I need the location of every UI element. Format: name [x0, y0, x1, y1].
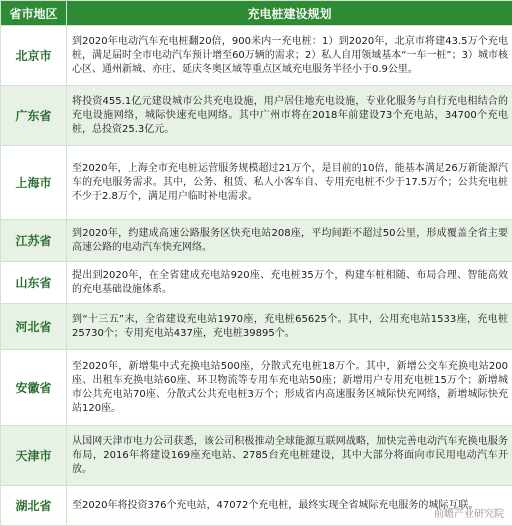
region-cell: 山东省	[1, 262, 67, 304]
header-plan: 充电桩建设规划	[67, 1, 512, 26]
plan-cell: 至2020年，新增集中式充换电站500座，分散式充电桩18万个。其中，新增公交车充换电站200座、出租车充换电站60座、环卫物流等专用车充电站50座；新增用户专用充电桩15万个；新增城市公共充电站70座、分散式公共充电桩3万个；形成省内高速服务区城际快充网络，新增城际快充站120座。	[67, 350, 512, 426]
table-row	[1, 86, 512, 146]
region-cell: 上海市	[1, 146, 67, 220]
plan-cell: 到2020年，约建成高速公路服务区快充电站208座，平均间距不超过50公里，形成覆盖全省主要高速公路的电动汽车快充网络。	[67, 220, 512, 262]
plan-cell: 到“十三五”末，全省建设充电站1970座，充电桩65625个。其中，公用充电站1533座，充电桩25730个；专用充电站437座，充电桩39895个。	[67, 304, 512, 350]
region-cell: 北京市	[1, 26, 67, 86]
region-cell: 湖北省	[1, 486, 67, 526]
region-cell: 安徽省	[1, 350, 67, 426]
plan-cell: 到2020年电动汽车充电桩翻20倍，900米内一充电桩：1）到2020年，北京市将建43.5万个充电桩，满足届时全市电动汽车预计增至60万辆的需求；2）私人自用领域基本“一车一桩”；3）城市核心区、通州新城、亦庄、延庆冬奥区域等重点区域充电服务半径小于0.9公里。	[67, 26, 512, 86]
table-row	[1, 426, 512, 486]
header-row	[1, 1, 512, 26]
table-row	[1, 350, 512, 426]
table-row	[1, 304, 512, 350]
plan-cell: 至2020年，上海全市充电桩运营服务规模超过21万个，是目前的10倍，能基本满足26万新能源汽车的充电服务需求。其中，公务、租赁、私人小客车自、专用充电桩不少于17.5万个；公共充电桩不少于2.8万个，满足用户临时补电需求。	[67, 146, 512, 220]
header-region: 省市地区	[1, 1, 67, 26]
plan-cell: 将投资455.1亿元建设城市公共充电设施，用户居住地充电设施，专业化服务与自行充电相结合的充电设施网络，城际快速充电网络。其中广州市将在2018年前建设73个充电站，34700个充电桩，总投资25.3亿元。	[67, 86, 512, 146]
plan-cell: 至2020年将投资376个充电站，47072个充电桩，最终实现全省城际充电服务的城际互联。	[67, 486, 512, 526]
region-cell: 江苏省	[1, 220, 67, 262]
region-cell: 广东省	[1, 86, 67, 146]
table-row	[1, 220, 512, 262]
table-row	[1, 146, 512, 220]
region-cell: 河北省	[1, 304, 67, 350]
region-cell: 天津市	[1, 426, 67, 486]
table-row	[1, 26, 512, 86]
watermark-label: 前瞻产业研究院	[434, 505, 504, 520]
plan-cell: 从国网天津市电力公司获悉，该公司积极推动全球能源互联网战略，加快完善电动汽车充换电服务布局，2016年将建设169座充电站、2785台充电桩建设，其中大部分将面向市民用电动汽车开放。	[67, 426, 512, 486]
plan-cell: 提出到2020年，在全省建成充电站920座、充电桩35万个，构建车桩相随、布局合理、智能高效的充电基础设施体系。	[67, 262, 512, 304]
table-row	[1, 262, 512, 304]
